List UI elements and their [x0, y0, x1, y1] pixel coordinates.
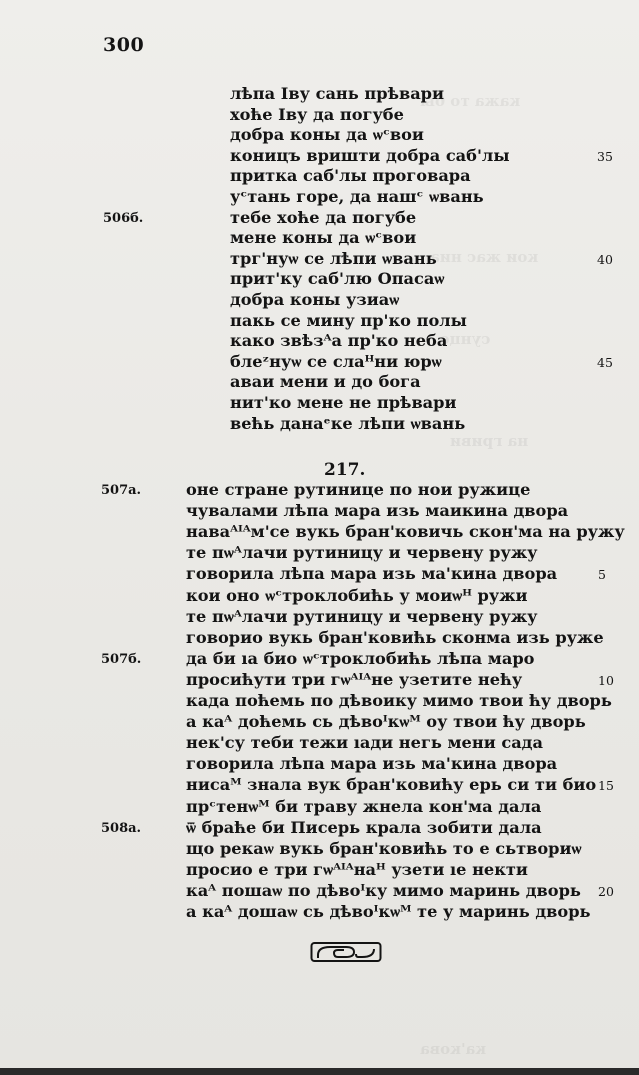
verse-line: коницъ вришти добра саб'лы — [230, 145, 510, 165]
verse-line: що рекаѡ вукь бран'ковићь то е сьтвориѡ — [186, 838, 582, 858]
page-number: 300 — [103, 34, 145, 56]
line-number: 5 — [598, 567, 606, 583]
verse-line: а каᴬ дошаѡ сь дѣвоᴵкѡᴹ те у маринь дворь — [186, 902, 591, 921]
verse-line: уᶜтань горе, да нашᶜ ѡвань — [230, 187, 484, 206]
verse-line: лѣпа Іву сань прѣвари — [230, 84, 445, 103]
verse-line: наваᴬᴵᴬм'се вукь бран'ковичь скон'ма на ружу — [186, 522, 625, 542]
verse-line: трг'нуѡ се лѣпи ѡвань — [230, 248, 437, 268]
verse-line: мене коны да ѡᶜвои — [230, 228, 417, 248]
line-number: 40 — [597, 251, 613, 267]
line-number: 15 — [598, 778, 614, 794]
line-number: 45 — [597, 354, 613, 370]
verse-line: блеᶻнуѡ се слаᴴни юрѡ — [230, 351, 442, 371]
verse-line: кои оно ѡᶜтроклобићь у моиѡᴴ ружи — [186, 585, 528, 605]
verse-line: те пѡᴬлачи рутиницу и червену ружу — [186, 606, 538, 626]
folio-marker: 507а. — [101, 483, 142, 498]
verse-line: просићути три гѡᴬᴵᴬне узетите нећу — [186, 669, 523, 689]
verse-line: чувалами лѣпа мара изь маикина двора — [186, 501, 569, 521]
song-number: 217. — [324, 460, 366, 480]
verse-line: добра коны да ѡᶜвои — [230, 125, 424, 145]
page-bottom-edge — [0, 1068, 639, 1075]
verse-line: притка саб'лы проговара — [230, 166, 471, 186]
verse-line: нисаᴹ знала вук бран'ковићу ерь си ти био — [186, 775, 597, 795]
verse-line: просио е три гѡᴬᴵᴬнаᴴ узети ıe некти — [186, 859, 528, 879]
folio-marker: 508а. — [101, 820, 142, 836]
verse-line: каᴬ пошаѡ по дѣвоᴵку мимо маринь дворь — [186, 880, 581, 900]
manuscript-page: кажа то бы кои жаc ниа сунце на гриви ка'кова 300 лѣпа Іву сань прѣвари хоће Іву да погубе добра коны да ѡᶜвои коницъ вришти добра саб'лы притка саб'лы проговара уᶜтань горе, да нашᶜ ѡвань тебе хоће да погубе мене коны да ѡᶜвои трг'нуѡ се лѣпи ѡвань прит'ку саб'лю Опасаѡ добра коны узиаѡ пакь се мину пр'ко полы како звѣзᴬа пр'ко неба блеᶻнуѡ се слаᴴни юрѡ аваи мени и до бога нит'ко мене не прѣвари већь данаᵉке лѣпи ѡвань 506б. 35 40 45 217. оне стране рутинице по нои ружице чувалами лѣпа мара изь маикина двора наваᴬᴵᴬм'се вукь бран'ковичь скон'ма на ружу те пѡᴬлачи рутиницу и червену ружу говорила лѣпа мара изь ма'кина двора кои оно ѡᶜтроклобићь у моиѡᴴ ружи те пѡᴬлачи рутиницу и червену ружу говорио вукь бран'ковићь сконма изь руже да би ıa био ѡᶜтроклобићь лѣпа маро просићути три гѡᴬᴵᴬне узетите нећу када поћемь по дѣвоику мимо твои ћу дворь а каᴬ доћемь сь дѣвоᴵкѡᴹ оу твои ћу дворь нек'су теби тежи ıади негь мени сада говорила лѣпа мара изь ма'кина двора нисаᴹ знала вук бран'ковићу ерь си ти био прᶜтенѡᴹ би траву жнела кон'ма дала ѿ браће би Писерь крала зобити дала що рекаѡ вукь бран'ковићь то е сьтвориѡ просио е три гѡᴬᴵᴬнаᴴ узети ıe некти каᴬ пошаѡ по дѣвоᴵку мимо маринь дворь а каᴬ дошаѡ сь дѣвоᴵкѡᴹ те у маринь дворь 507а. 507б. 508а. 5 10 15 20 — [0, 0, 639, 1075]
verse-line: говорила лѣпа мара изь ма'кина двора — [186, 564, 558, 584]
folio-marker: 507б. — [101, 651, 142, 667]
line-number: 35 — [597, 148, 613, 164]
verse-line: добра коны узиаѡ — [230, 290, 400, 309]
verse-line: говорио вукь бран'ковићь сконма изь руже — [186, 627, 604, 647]
folio-marker: 506б. — [103, 210, 144, 226]
verse-line: већь данаᵉке лѣпи ѡвань — [230, 413, 466, 433]
verse-line: а каᴬ доћемь сь дѣвоᴵкѡᴹ оу твои ћу дворь — [186, 712, 586, 732]
line-number: 20 — [598, 883, 614, 899]
verse-line: те пѡᴬлачи рутиницу и червену ружу — [186, 543, 538, 563]
verse-line: нек'су теби тежи ıади негь мени сада — [186, 733, 543, 753]
line-number: 10 — [598, 672, 614, 688]
verse-line: нит'ко мене не прѣвари — [230, 393, 457, 412]
verse-line: како звѣзᴬа пр'ко неба — [230, 331, 448, 351]
verse-line: прит'ку саб'лю Опасаѡ — [230, 269, 445, 289]
verse-line: хоће Іву да погубе — [230, 104, 404, 124]
verse-line: говорила лѣпа мара изь ма'кина двора — [186, 754, 558, 774]
verse-line: када поћемь по дѣвоику мимо твои ћу дворь — [186, 691, 612, 710]
verse-line: аваи мени и до бога — [230, 372, 421, 392]
verse-line: пакь се мину пр'ко полы — [230, 310, 467, 330]
verse-line: да би ıa био ѡᶜтроклобићь лѣпа маро — [186, 648, 535, 668]
verse-line: оне стране рутинице по нои ружице — [186, 480, 531, 499]
verse-line: ѿ браће би Писерь крала зобити дала — [186, 817, 542, 837]
end-ornament — [310, 941, 382, 963]
verse-line: тебе хоће да погубе — [230, 207, 417, 227]
verse-line: прᶜтенѡᴹ би траву жнела кон'ма дала — [186, 796, 542, 816]
